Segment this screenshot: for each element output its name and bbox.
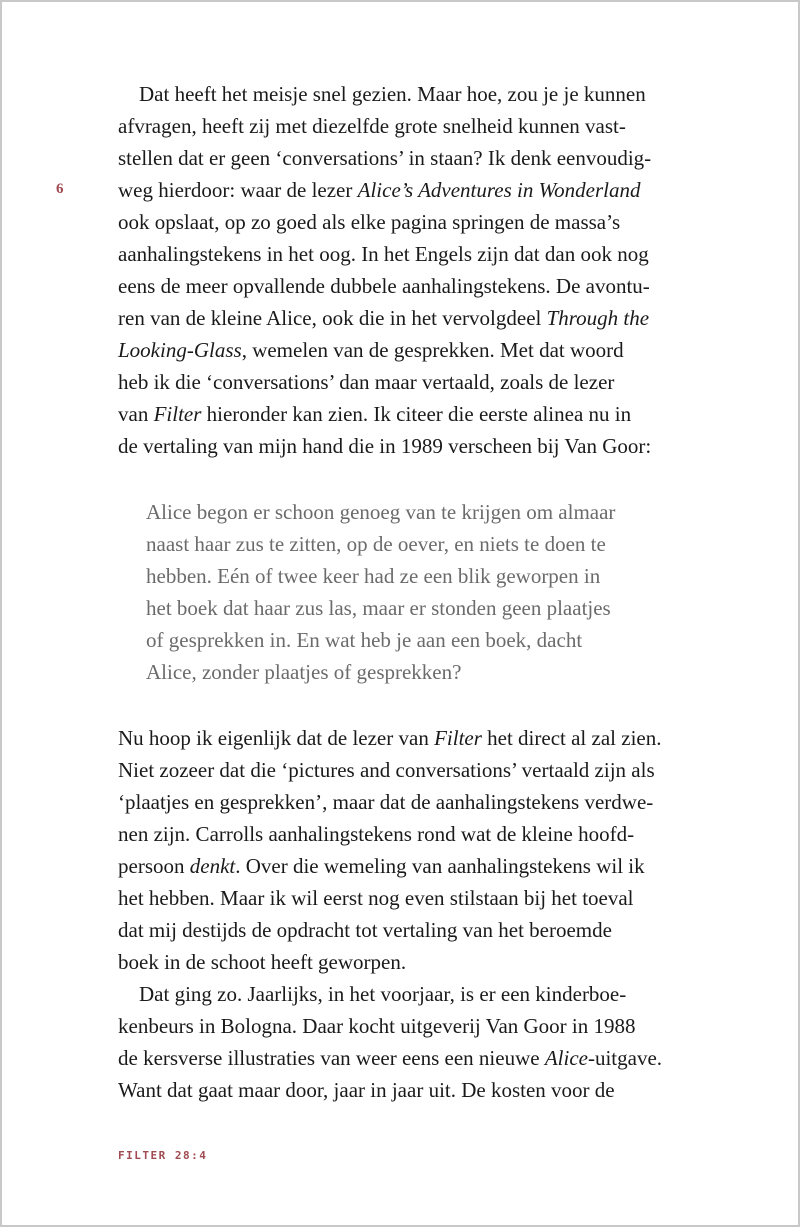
italic-text: Looking-Glass xyxy=(118,338,242,362)
text-line: kenbeurs in Bologna. Daar kocht uitgeverij Van Goor in 1988 xyxy=(118,1014,636,1038)
text-line: afvragen, heeft zij met diezelfde grote snelheid kunnen vast- xyxy=(118,114,626,138)
text-line: ‘plaatjes en gesprekken’, maar dat de aanhalingstekens verdwe- xyxy=(118,790,654,814)
text-line: Dat heeft het meisje snel gezien. Maar hoe, zou je je kunnen xyxy=(118,82,646,106)
text-line: het boek dat haar zus las, maar er stonden geen plaatjes xyxy=(146,596,611,620)
text-line: Nu hoop ik eigenlijk dat de lezer van Filter het direct al zal zien. xyxy=(118,726,662,750)
text-line: de vertaling van mijn hand die in 1989 verscheen bij Van Goor: xyxy=(118,434,652,458)
text-line: de kersverse illustraties van weer eens een nieuwe Alice-uitgave. xyxy=(118,1046,663,1070)
text-line: nen zijn. Carrolls aanhalingstekens rond wat de kleine hoofd- xyxy=(118,822,635,846)
text-line: eens de meer opvallende dubbele aanhalingstekens. De avontu- xyxy=(118,274,650,298)
text-line: weg hierdoor: waar de lezer Alice’s Adventures in Wonderland xyxy=(118,178,641,202)
text-line: ook opslaat, op zo goed als elke pagina springen de massa’s xyxy=(118,210,621,234)
text-line: het hebben. Maar ik wil eerst nog even stilstaan bij het toeval xyxy=(118,886,634,910)
text-line: Alice begon er schoon genoeg van te krijgen om almaar xyxy=(146,500,616,524)
paragraph-2 xyxy=(118,722,698,978)
text-line: Looking-Glass, wemelen van de gesprekken. Met dat woord xyxy=(118,338,624,362)
italic-text: denkt xyxy=(189,854,236,878)
text-line: ren van de kleine Alice, ook die in het vervolgdeel Through the xyxy=(118,306,650,330)
text-line: van Filter hieronder kan zien. Ik citeer die eerste alinea nu in xyxy=(118,402,632,426)
body-text xyxy=(118,78,698,1106)
italic-text: Filter xyxy=(153,402,202,426)
text-line: of gesprekken in. En wat heb je aan een boek, dacht xyxy=(146,628,583,652)
block-quote xyxy=(146,496,698,688)
text-line: boek in de schoot heeft geworpen. xyxy=(118,950,407,974)
text-line: persoon denkt. Over die wemeling van aanhalingstekens wil ik xyxy=(118,854,645,878)
text-line: hebben. Eén of twee keer had ze een blik geworpen in xyxy=(146,564,601,588)
paragraph-1 xyxy=(118,78,698,462)
text-line: Dat ging zo. Jaarlijks, in het voorjaar, is er een kinderboe- xyxy=(118,982,627,1006)
italic-text: Alice xyxy=(544,1046,588,1070)
text-line: Alice, zonder plaatjes of gesprekken? xyxy=(146,660,462,684)
text-line: Niet zozeer dat die ‘pictures and conversations’ vertaald zijn als xyxy=(118,758,655,782)
text-line: dat mij destijds de opdracht tot vertaling van het beroemde xyxy=(118,918,612,942)
text-line: stellen dat er geen ‘conversations’ in staan? Ik denk eenvoudig- xyxy=(118,146,652,170)
italic-text: Filter xyxy=(434,726,482,750)
italic-text: Through the xyxy=(546,306,650,330)
text-line: heb ik die ‘conversations’ dan maar vertaald, zoals de lezer xyxy=(118,370,615,394)
text-line: naast haar zus te zitten, op de oever, en niets te doen te xyxy=(146,532,606,556)
page-number: 6 xyxy=(56,181,64,197)
paragraph-3 xyxy=(118,978,698,1106)
italic-text: Alice’s Adventures in Wonderland xyxy=(357,178,641,202)
text-line: Want dat gaat maar door, jaar in jaar uit. De kosten voor de xyxy=(118,1078,615,1102)
text-line: aanhalingstekens in het oog. In het Engels zijn dat dan ook nog xyxy=(118,242,649,266)
running-footer: FILTER 28:4 xyxy=(118,1149,208,1162)
